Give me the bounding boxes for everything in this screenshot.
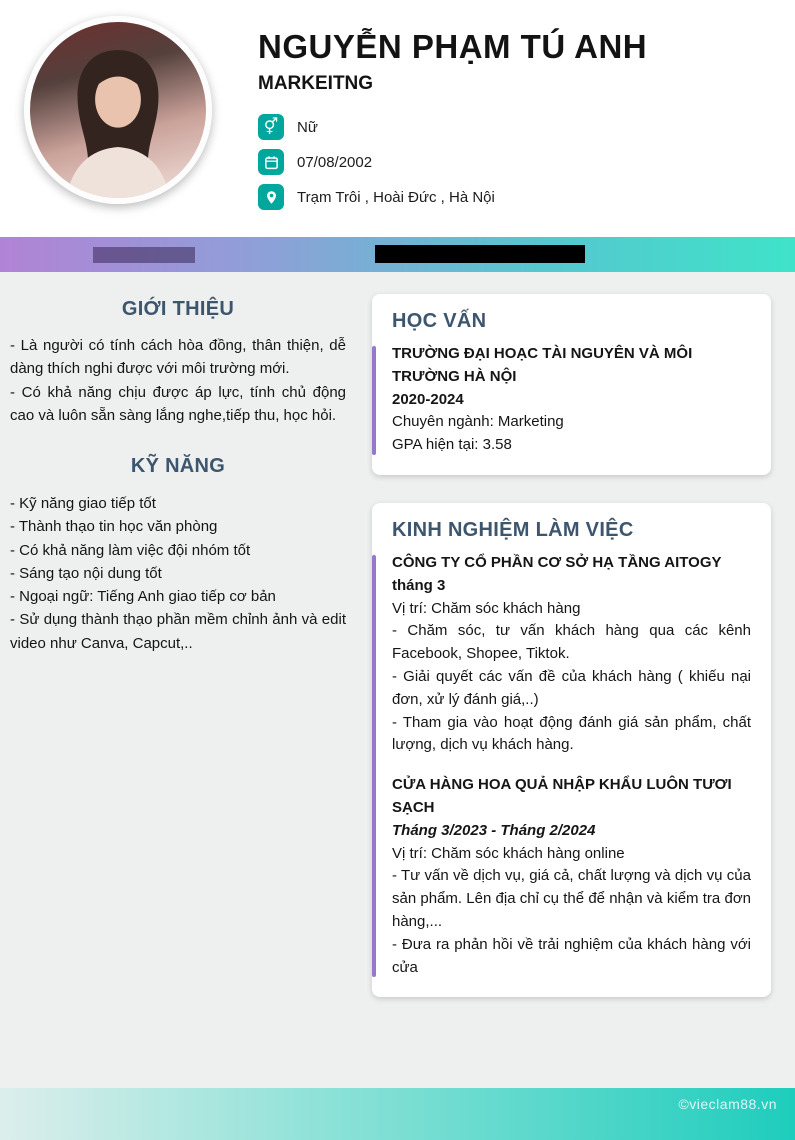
section-title-skills: KỸ NĂNG bbox=[130, 455, 226, 477]
location-icon bbox=[258, 184, 284, 210]
education-school: TRƯỜNG ĐẠI HOẠC TÀI NGUYÊN VÀ MÔI TRƯỜNG HÀ NỘI bbox=[392, 345, 693, 385]
job-period: Tháng 3/2023 - Tháng 2/2024 bbox=[392, 821, 596, 839]
job-company: CỬA HÀNG HOA QUẢ NHẬP KHẨU LUÔN TƯƠI SẠCH bbox=[392, 776, 732, 816]
job-position: Vị trí: Chăm sóc khách hàng online bbox=[392, 844, 625, 862]
section-title-education: HỌC VẤN bbox=[392, 310, 487, 332]
main-content bbox=[0, 272, 795, 1088]
experience-card bbox=[372, 503, 771, 997]
info-row-address bbox=[258, 184, 778, 210]
header bbox=[0, 0, 795, 237]
job-bullet: - Tham gia vào hoạt động đánh giá sản phẩm, chất lượng, dịch vụ khách hàng. bbox=[392, 713, 751, 754]
job-bullet: - Tư vấn về dịch vụ, giá cả, chất lượng và dịch vụ của sản phẩm. Lên địa chỉ cụ thể để nhận và kiểm tra đơn hàng,... bbox=[392, 867, 751, 930]
header-divider-bar bbox=[0, 237, 795, 272]
education-gpa: GPA hiện tại: 3.58 bbox=[392, 436, 512, 454]
birthday-value: 07/08/2002 bbox=[297, 153, 373, 171]
profile-photo bbox=[24, 16, 212, 204]
calendar-icon bbox=[258, 149, 284, 175]
about-paragraph: - Là người có tính cách hòa đồng, thân thiện, dễ dàng thích nghi được với môi trường mới. bbox=[10, 337, 346, 377]
header-text bbox=[258, 28, 778, 210]
skill-item: - Thành thạo tin học văn phòng bbox=[10, 518, 218, 536]
job-period: tháng 3 bbox=[392, 576, 446, 594]
education-card bbox=[372, 294, 771, 475]
address-value: Trạm Trôi , Hoài Đức , Hà Nội bbox=[297, 188, 495, 206]
job-bullet: - Đưa ra phản hồi về trải nghiệm của khách hàng với cửa bbox=[392, 935, 751, 976]
education-years: 2020-2024 bbox=[392, 390, 464, 408]
skill-item: - Kỹ năng giao tiếp tốt bbox=[10, 495, 156, 512]
about-paragraph: - Có khả năng chịu được áp lực, tính chủ động cao và luôn sẵn sàng lắng nghe,tiếp thu, học hỏi. bbox=[10, 384, 346, 424]
section-title-about: GIỚI THIỆU bbox=[121, 298, 235, 320]
portrait-silhouette bbox=[30, 22, 206, 198]
job-bullet: - Giải quyết các vấn đề của khách hàng ( khiếu nại đơn, xử lý đánh giá,..) bbox=[392, 667, 751, 708]
info-row-birthday bbox=[258, 149, 778, 175]
redaction-box bbox=[375, 245, 585, 263]
candidate-name: NGUYỄN PHẠM TÚ ANH bbox=[258, 28, 648, 65]
experience-job bbox=[392, 774, 751, 979]
contact-info bbox=[258, 114, 778, 210]
footer-bar bbox=[0, 1088, 795, 1140]
right-column bbox=[356, 272, 795, 1088]
skill-item: - Có khả năng làm việc đội nhóm tốt bbox=[10, 541, 251, 559]
skill-item: - Sáng tạo nội dung tốt bbox=[10, 564, 162, 582]
education-major: Chuyên ngành: Marketing bbox=[392, 413, 564, 431]
skill-item: - Sử dụng thành thạo phần mềm chỉnh ảnh và edit video như Canva, Capcut,.. bbox=[10, 611, 346, 652]
job-position: Vị trí: Chăm sóc khách hàng bbox=[392, 599, 581, 617]
section-title-experience: KINH NGHIỆM LÀM VIỆC bbox=[392, 518, 634, 541]
job-title: MARKEITNG bbox=[258, 73, 374, 94]
job-company: CÔNG TY CỔ PHẦN CƠ SỞ HẠ TẦNG AITOGY bbox=[392, 553, 722, 571]
skill-item: - Ngoại ngữ: Tiếng Anh giao tiếp cơ bản bbox=[10, 588, 276, 605]
gender-icon: ⚥ bbox=[258, 114, 284, 140]
watermark: ©vieclam88.vn bbox=[678, 1096, 777, 1112]
redaction-box bbox=[93, 247, 195, 263]
gender-value: Nữ bbox=[297, 118, 318, 136]
job-bullet: - Chăm sóc, tư vấn khách hàng qua các kênh Facebook, Shopee, Tiktok. bbox=[392, 622, 751, 663]
experience-job bbox=[392, 552, 751, 757]
info-row-gender bbox=[258, 114, 778, 140]
left-column bbox=[0, 272, 356, 1088]
